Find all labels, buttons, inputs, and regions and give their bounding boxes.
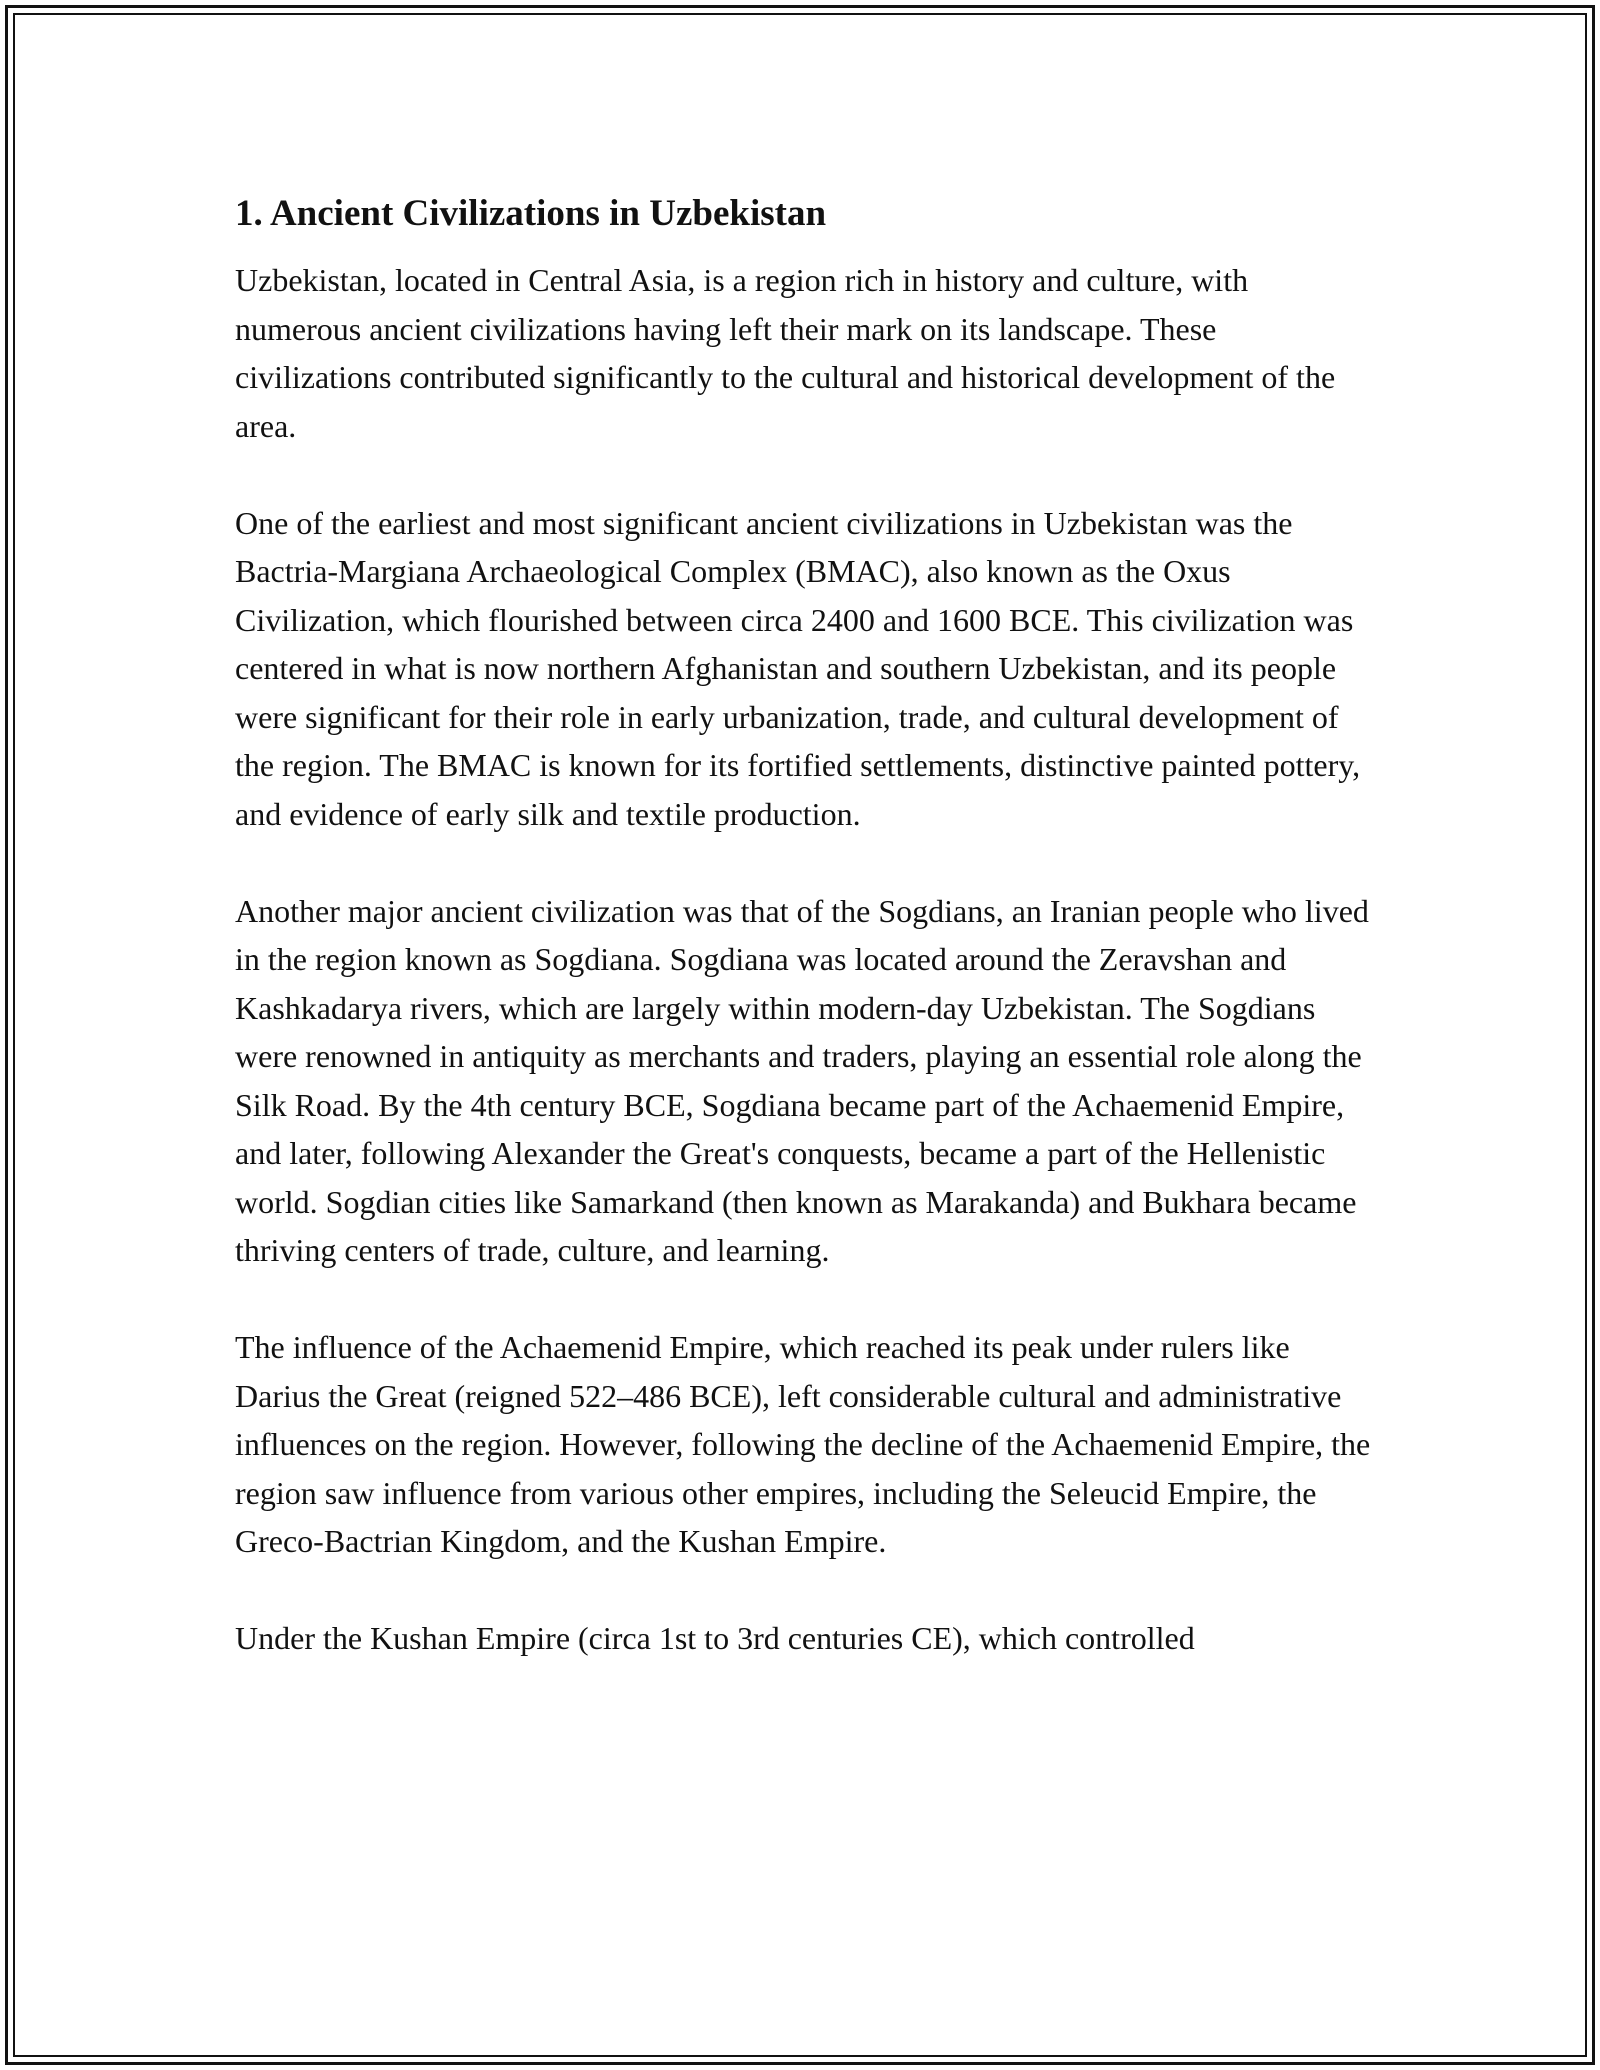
section-heading: 1. Ancient Civilizations in Uzbekistan (235, 193, 827, 234)
paragraph-kushan: Under the Kushan Empire (circa 1st to 3rd centuries CE), which controlled (235, 1620, 1195, 1656)
paragraph-bmac: One of the earliest and most significant ancient civilizations in Uzbekistan was the Bactria-Margiana Archaeological Complex (BMAC), also known as the Oxus Civilization, which flourished between circa 2400 and 1600 BCE. This civilization was centered in what is now northern Afghanistan and southern Uzbekistan, and its people were significant for their role in early urbanization, trade, and cultural development of the region. The BMAC is known for its fortified settlements, distinctive painted pottery, and evidence of early silk and textile production. (235, 504, 1361, 832)
paragraph-intro: Uzbekistan, located in Central Asia, is a region rich in history and culture, with numerous ancient civilizations having left their mark on its landscape. These civilizations contributed significantly to the cultural and historical development of the area. (235, 262, 1336, 444)
paragraph-achaemenid: The influence of the Achaemenid Empire, which reached its peak under rulers like Darius the Great (reigned 522–486 BCE), left considerable cultural and administrative influences on the region. However, following the decline of the Achaemenid Empire, the region saw influence from various other empires, including the Seleucid Empire, the Greco-Bactrian Kingdom, and the Kushan Empire. (235, 1329, 1371, 1559)
paragraph-sogdians: Another major ancient civilization was that of the Sogdians, an Iranian people who lived in the region known as Sogdiana. Sogdiana was located around the Zeravshan and Kashkadarya rivers, which are largely within modern-day Uzbekistan. The Sogdians were renowned in antiquity as merchants and traders, playing an essential role along the Silk Road. By the 4th century BCE, Sogdiana became part of the Achaemenid Empire, and later, following Alexander the Great's conquests, became a part of the Hellenistic world. Sogdian cities like Samarkand (then known as Marakanda) and Bukhara became thriving centers of trade, culture, and learning. (235, 892, 1369, 1268)
document-body (235, 188, 1375, 1711)
